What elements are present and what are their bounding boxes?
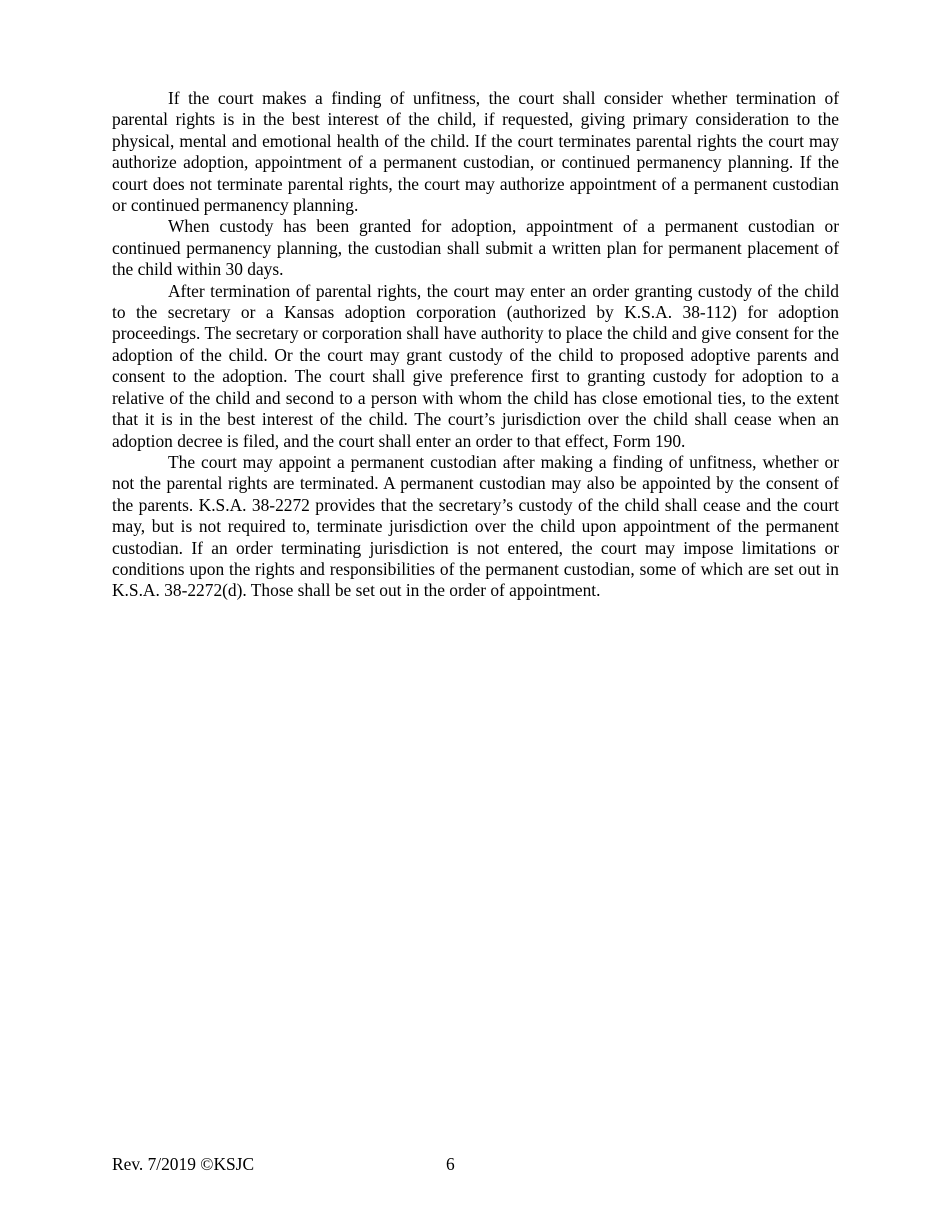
paragraph-custodian-plan: When custody has been granted for adoption, appointment of a permanent custodian or continued permanency planning, the custodian shall submit a written plan for permanent placement of the child within 30 days. bbox=[112, 216, 839, 280]
paragraph-unfitness-termination: If the court makes a finding of unfitness, the court shall consider whether termination of parental rights is in the best interest of the child, if requested, giving primary consideration to the physical, mental and emotional health of the child. If the court terminates parental rights the court may authorize adoption, appointment of a permanent custodian, or continued permanency planning. If the court does not terminate parental rights, the court may authorize appointment of a permanent custodian or continued permanency planning. bbox=[112, 88, 839, 216]
footer-revision: Rev. 7/2019 ©KSJC bbox=[112, 1154, 255, 1174]
footer-page-number: 6 bbox=[446, 1154, 455, 1174]
paragraph-adoption-custody: After termination of parental rights, the court may enter an order granting custody of the child to the secretary or a Kansas adoption corporation (authorized by K.S.A. 38-112) for adoption proceedings. The secretary or corporation shall have authority to place the child and give consent for the adoption of the child. Or the court may grant custody of the child to proposed adoptive parents and consent to the adoption. The court shall give preference first to granting custody for adoption to a relative of the child and second to a person with whom the child has close emotional ties, to the extent that it is in the best interest of the child. The court’s jurisdiction over the child shall cease when an adoption decree is filed, and the court shall enter an order to that effect, Form 190. bbox=[112, 280, 839, 451]
document-body bbox=[112, 88, 839, 602]
paragraph-permanent-custodian: The court may appoint a permanent custodian after making a finding of unfitness, whether or not the parental rights are terminated. A permanent custodian may also be appointed by the consent of the parents. K.S.A. 38-2272 provides that the secretary’s custody of the child shall cease and the court may, but is not required to, terminate jurisdiction over the child upon appointment of the permanent custodian. If an order terminating jurisdiction is not entered, the court may impose limitations or conditions upon the rights and responsibilities of the permanent custodian, some of which are set out in K.S.A. 38-2272(d). Those shall be set out in the order of appointment. bbox=[112, 451, 839, 601]
